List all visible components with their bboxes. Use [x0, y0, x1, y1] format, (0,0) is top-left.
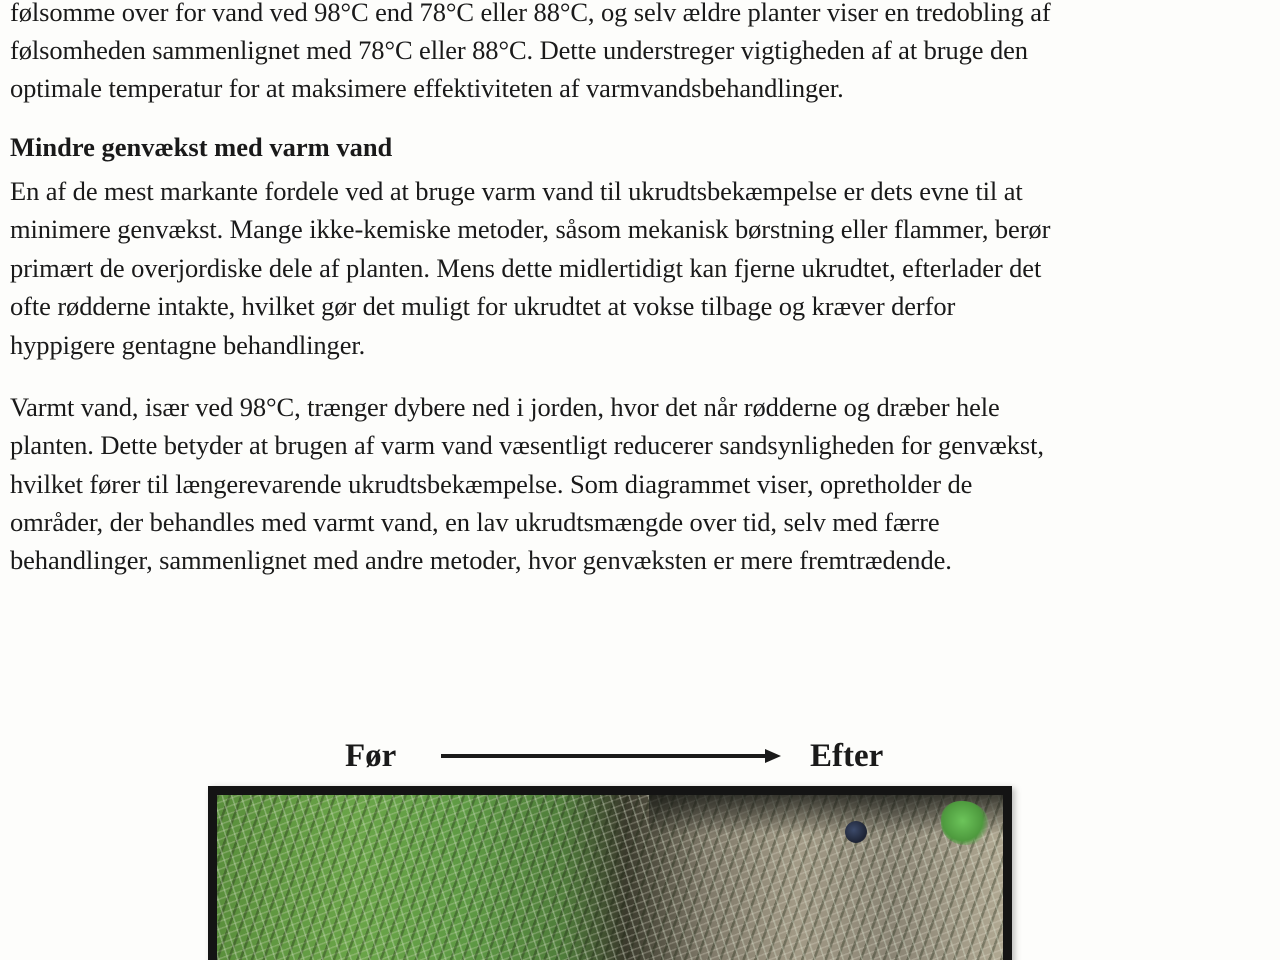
after-label: Efter — [810, 738, 884, 774]
paragraph-line: ofte rødderne intakte, hvilket gør det muligt for ukrudtet at vokse tilbage og kræver derfor — [10, 291, 956, 321]
paragraph-line: optimale temperatur for at maksimere effektiviteten af varmvandsbehandlinger. — [10, 73, 844, 103]
paragraph-line: områder, der behandles med varmt vand, en lav ukrudtsmængde over tid, selv med færre — [10, 507, 940, 537]
paragraph-line: hyppigere gentagne behandlinger. — [10, 330, 366, 360]
paragraph-line: minimere genvækst. Mange ikke-kemiske metoder, såsom mekanisk børstning eller flammer, berør — [10, 214, 1051, 244]
figure-caption — [0, 734, 1280, 778]
before-after-photo-frame — [208, 786, 1012, 960]
paragraph-line: planten. Dette betyder at brugen af varm vand væsentligt reducerer sandsynligheden for genvækst, — [10, 430, 1044, 460]
before-label: Før — [345, 738, 397, 774]
paragraph-line: følsomheden sammenlignet med 78°C eller 88°C. Dette understreger vigtigheden af at bruge den — [10, 35, 1028, 65]
paragraph-line: følsomme over for vand ved 98°C end 78°C eller 88°C, og selv ældre planter viser en tredobling af — [10, 0, 1051, 27]
paragraph-line: En af de mest markante fordele ved at bruge varm vand til ukrudtsbekæmpelse er dets evne til at — [10, 176, 1023, 206]
paragraph-line: behandlinger, sammenlignet med andre metoder, hvor genvæksten er mere fremtrædende. — [10, 545, 952, 575]
paragraph-line: Varmt vand, især ved 98°C, trænger dybere ned i jorden, hvor det når rødderne og dræber hele — [10, 392, 1000, 422]
paragraph-line: hvilket fører til længerevarende ukrudtsbekæmpelse. Som diagrammet viser, opretholder de — [10, 469, 973, 499]
section-heading: Mindre genvækst med varm vand — [10, 132, 393, 162]
arrow-right-icon — [441, 749, 781, 763]
paragraph-line: primært de overjordiske dele af planten. Mens dette midlertidigt kan fjerne ukrudtet, efterlader det — [10, 253, 1042, 283]
before-after-photo — [217, 795, 1003, 960]
stone — [845, 821, 867, 843]
weed-patch — [941, 801, 989, 845]
